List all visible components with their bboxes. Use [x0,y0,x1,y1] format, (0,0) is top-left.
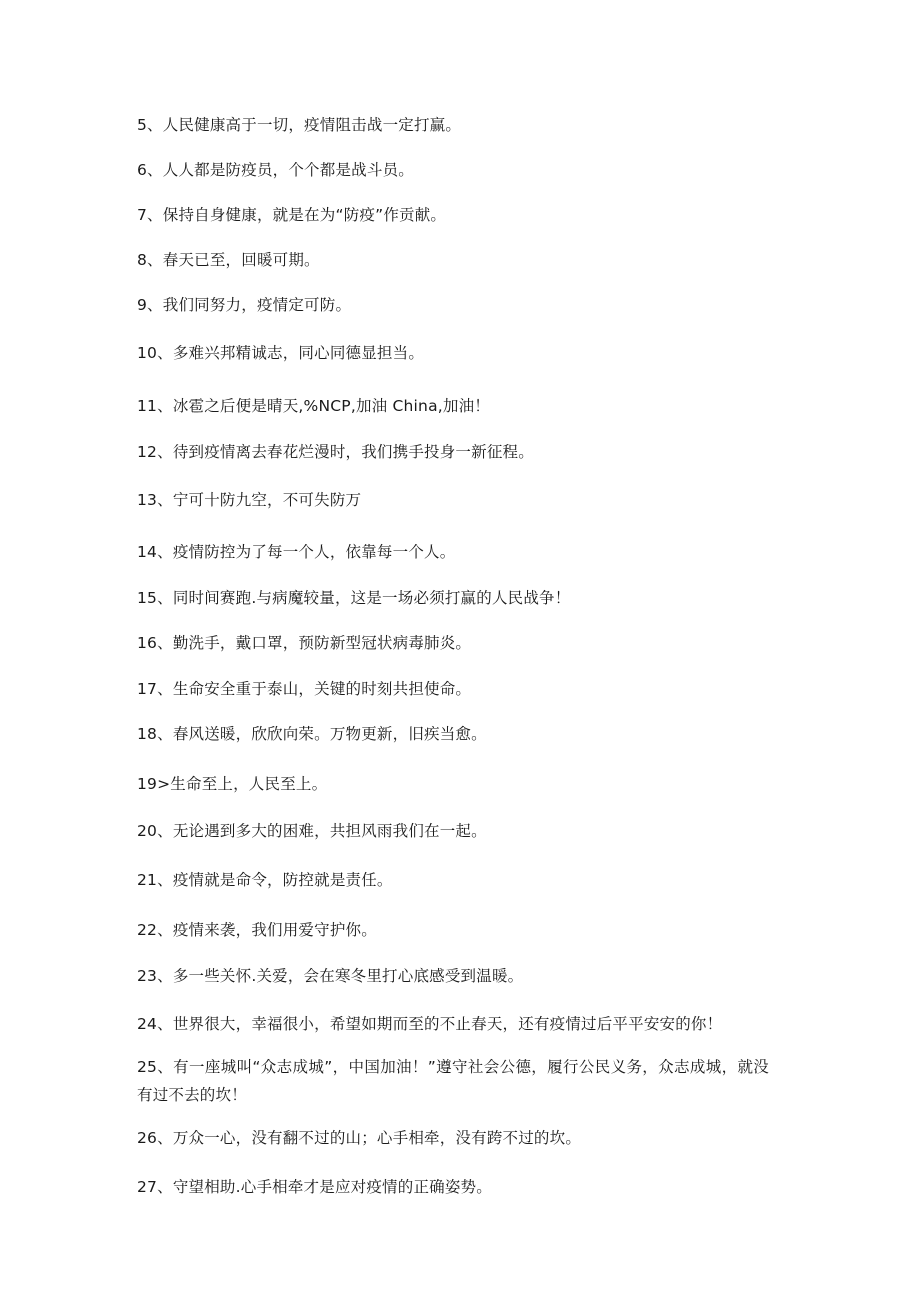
slogan-line: 26、万众一心，没有翻不过的山；心手相牵，没有跨不过的坎。 [137,1129,582,1147]
slogan-line: 16、勤洗手，戴口罩，预防新型冠状病毒肺炎。 [137,634,472,652]
slogan-line: 15、同时间赛跑.与病魔较量，这是一场必须打赢的人民战争！ [137,589,571,607]
slogan-line: 10、多难兴邦精诚志，同心同德显担当。 [137,344,425,362]
slogan-line: 5、人民健康高于一切，疫情阻击战一定打赢。 [137,116,462,134]
slogan-line: 18、春风送暖，欣欣向荣。万物更新，旧疾当愈。 [137,725,487,743]
slogan-line: 6、人人都是防疫员，个个都是战斗员。 [137,161,414,179]
slogan-line: 8、春天已至，回暖可期。 [137,251,320,269]
slogan-line: 11、冰雹之后便是晴天,%NCP,加油 China,加油！ [137,397,490,415]
slogan-line: 23、多一些关怀.关爱，会在寒冬里打心底感受到温暖。 [137,967,524,985]
slogan-line: 17、生命安全重于泰山，关键的时刻共担使命。 [137,680,472,698]
slogan-line: 7、保持自身健康，就是在为“防疫”作贡献。 [137,206,447,224]
slogan-line: 27、守望相助.心手相牵才是应对疫情的正确姿势。 [137,1178,492,1196]
slogan-line: 14、疫情防控为了每一个人，依靠每一个人。 [137,543,456,561]
slogan-line: 21、疫情就是命令，防控就是责任。 [137,871,393,889]
slogan-line: 9、我们同努力，疫情定可防。 [137,296,352,314]
slogan-line: 25、有一座城叫“众志成城”，中国加油！”遵守社会公德，履行公民义务，众志成城，就没有过不去的坎！ [137,1058,769,1104]
slogan-line: 22、疫情来袭，我们用爱守护你。 [137,921,377,939]
slogan-line: 24、世界很大，幸福很小，希望如期而至的不止春天，还有疫情过后平平安安的你！ [137,1015,723,1033]
slogan-line: 12、待到疫情离去春花烂漫时，我们携手投身一新征程。 [137,443,534,461]
slogan-line: 20、无论遇到多大的困难，共担风雨我们在一起。 [137,822,487,840]
slogan-line: 19>生命至上，人民至上。 [137,775,328,793]
slogan-line: 13、宁可十防九空，不可失防万 [137,491,362,509]
